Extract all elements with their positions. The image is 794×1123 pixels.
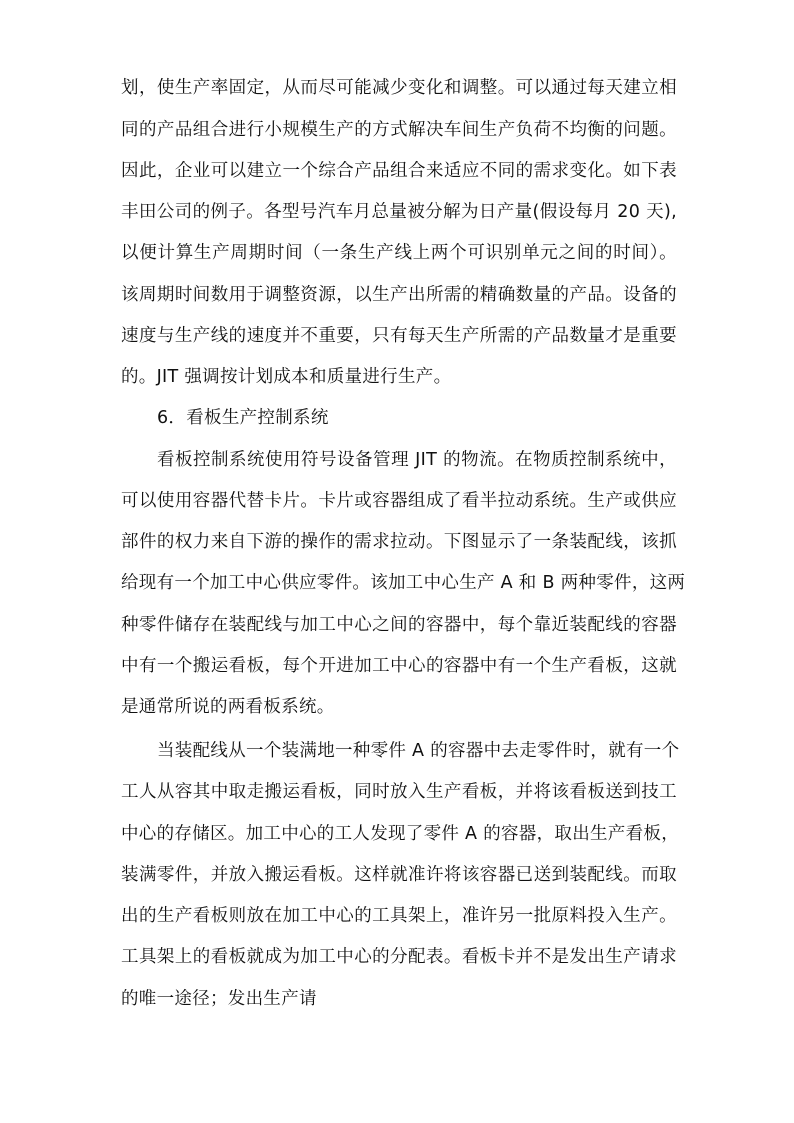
body-text-line: 看板控制系统使用符号设备管理 JIT 的物流。在物质控制系统中， [157, 450, 677, 470]
body-text-line: 划，使生产率固定，从而尽可能减少变化和调整。可以通过每天建立相 [121, 78, 677, 98]
section-heading: 6．看板生产控制系统 [157, 408, 329, 428]
body-text-line: 的。JIT 强调按计划成本和质量进行生产。 [121, 367, 452, 387]
body-text-line: 种零件储存在装配线与加工中心之间的容器中，每个靠近装配线的容器 [121, 615, 677, 635]
body-text-line: 出的生产看板则放在加工中心的工具架上，准许另一批原料投入生产。 [121, 906, 677, 926]
body-text-line: 工具架上的看板就成为加工中心的分配表。看板卡并不是发出生产请求 [121, 947, 677, 967]
body-text-line: 同的产品组合进行小规模生产的方式解决车间生产负荷不均衡的问题。 [121, 120, 677, 140]
body-text-line: 该周期时间数用于调整资源，以生产出所需的精确数量的产品。设备的 [121, 285, 677, 305]
body-text-line: 因此，企业可以建立一个综合产品组合来适应不同的需求变化。如下表 [121, 161, 677, 181]
body-text-line: 中有一个搬运看板，每个开进加工中心的容器中有一个生产看板，这就 [121, 656, 677, 676]
body-text-line: 是通常所说的两看板系统。 [121, 697, 335, 717]
body-text-line: 可以使用容器代替卡片。卡片或容器组成了看半拉动系统。生产或供应 [121, 491, 677, 511]
body-text-line: 速度与生产线的速度并不重要，只有每天生产所需的产品数量才是重要 [121, 326, 677, 346]
body-text-line: 装满零件，并放入搬运看板。这样就准许将该容器已送到装配线。而取 [121, 865, 677, 885]
body-text-line: 给现有一个加工中心供应零件。该加工中心生产 A 和 B 两种零件，这两 [121, 573, 686, 593]
body-text-line: 丰田公司的例子。各型号汽车月总量被分解为日产量(假设每月 20 天), [121, 202, 677, 222]
body-text-line: 当装配线从一个装满地一种零件 A 的容器中去走零件时，就有一个 [157, 741, 680, 761]
body-text-line: 的唯一途径；发出生产请 [121, 989, 317, 1009]
body-text-line: 以便计算生产周期时间（一条生产线上两个可识别单元之间的时间）。 [121, 243, 677, 263]
body-text-line: 部件的权力来自下游的操作的需求拉动。下图显示了一条装配线，该抓 [121, 532, 677, 552]
body-text-line: 工人从容其中取走搬运看板，同时放入生产看板，并将该看板送到技工 [121, 782, 677, 802]
body-text-line: 中心的存储区。加工中心的工人发现了零件 A 的容器，取出生产看板， [121, 824, 679, 844]
